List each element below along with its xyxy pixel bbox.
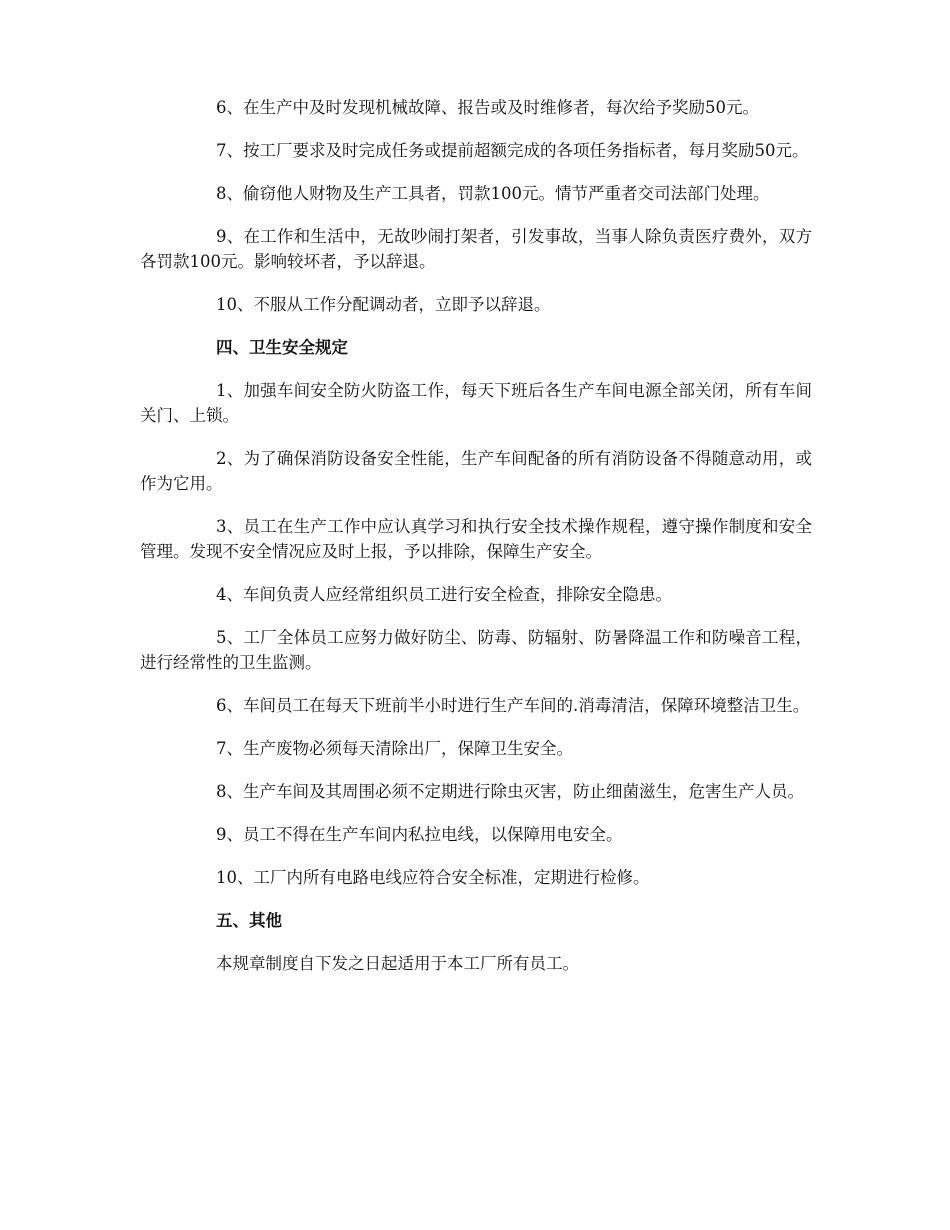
safety-item-9: 9、员工不得在生产车间内私拉电线，以保障用电安全。 bbox=[216, 825, 623, 844]
safety-item-5: 5、工厂全体员工应努力做好防尘、防毒、防辐射、防暑降温工作和防噪音工程，进行经常性的卫生监测。 bbox=[140, 628, 812, 672]
safety-item-10: 10、工厂内所有电路电线应符合安全标准，定期进行检修。 bbox=[216, 868, 650, 887]
section-heading-other: 五、其他 bbox=[216, 911, 282, 930]
safety-item-8: 8、生产车间及其周围必须不定期进行除虫灭害，防止细菌滋生，危害生产人员。 bbox=[216, 782, 804, 801]
safety-item-3: 3、员工在生产工作中应认真学习和执行安全技术操作规程，遵守操作制度和安全管理。发现不安全情况应及时上报，予以排除，保障生产安全。 bbox=[140, 517, 812, 561]
safety-item-1: 1、加强车间安全防火防盗工作，每天下班后各生产车间电源全部关闭，所有车间关门、上锁。 bbox=[140, 381, 812, 425]
safety-item-6: 6、车间员工在每天下班前半小时进行生产车间的.消毒清洁，保障环境整洁卫生。 bbox=[216, 696, 810, 715]
paragraph-penalty-fighting: 9、在工作和生活中，无故吵闹打架者，引发事故，当事人除负责医疗费外，双方各罚款100元。影响较坏者，予以辞退。 bbox=[140, 227, 812, 271]
paragraph-applicability: 本规章制度自下发之日起适用于本工厂所有员工。 bbox=[216, 954, 579, 973]
document-page bbox=[140, 95, 812, 994]
safety-item-4: 4、车间负责人应经常组织员工进行安全检查，排除安全隐患。 bbox=[216, 585, 672, 604]
paragraph-reward-task-completion: 7、按工厂要求及时完成任务或提前超额完成的各项任务指标者，每月奖励50元。 bbox=[216, 141, 809, 160]
section-heading-hygiene-safety: 四、卫生安全规定 bbox=[216, 338, 348, 357]
paragraph-penalty-theft: 8、偷窃他人财物及生产工具者，罚款100元。情节严重者交司法部门处理。 bbox=[216, 184, 770, 203]
safety-item-2: 2、为了确保消防设备安全性能，生产车间配备的所有消防设备不得随意动用，或作为它用。 bbox=[140, 449, 812, 493]
paragraph-reward-machine-fault: 6、在生产中及时发现机械故障、报告或及时维修者，每次给予奖励50元。 bbox=[216, 98, 759, 117]
paragraph-penalty-disobedience: 10、不服从工作分配调动者，立即予以辞退。 bbox=[216, 295, 551, 314]
safety-item-7: 7、生产废物必须每天清除出厂，保障卫生安全。 bbox=[216, 739, 573, 758]
